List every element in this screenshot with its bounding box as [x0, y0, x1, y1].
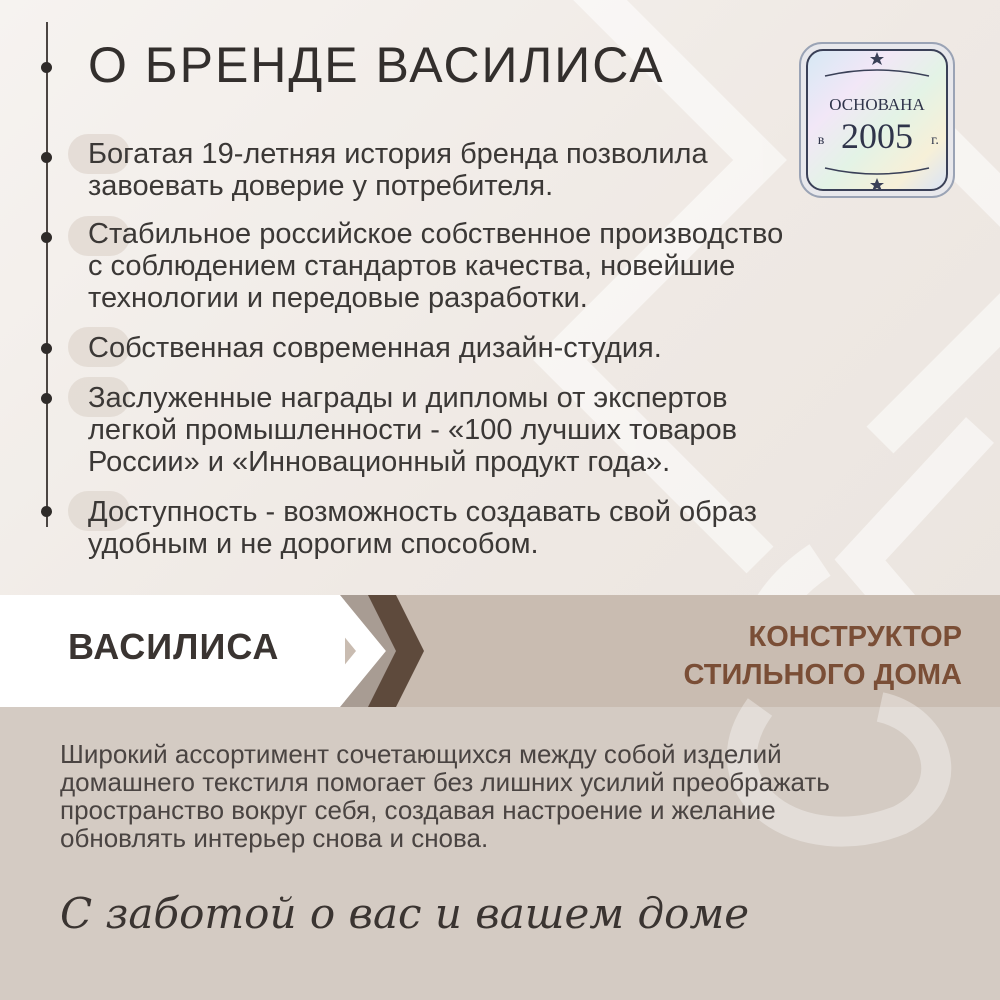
bullet-history: Богатая 19-летняя история бренда позволила завоевать доверие у потребителя.	[88, 138, 708, 202]
badge-year: 2005	[841, 116, 913, 156]
page-title: О БРЕНДЕ ВАСИЛИСА	[88, 37, 665, 93]
bullet-production: Стабильное российское собственное производство с соблюдением стандартов качества, новейшие технологии и передовые разработки.	[88, 218, 784, 314]
bullet-design-studio: Собственная современная дизайн-студия.	[88, 332, 662, 364]
chevron-arrows-icon	[300, 595, 440, 707]
timeline-line	[46, 22, 48, 527]
signature	[60, 870, 750, 950]
description-paragraph: Широкий ассортимент сочетающихся между собой изделий домашнего текстиля помогает без лишних усилий преображать пространство вокруг себя, создавая настроение и желание обновлять интерьер снова и снова.	[60, 739, 830, 853]
title-dot	[41, 62, 52, 73]
brand-slogan: КОНСТРУКТОР СТИЛЬНОГО ДОМА	[683, 621, 962, 691]
badge-founded-label: ОСНОВАНА	[829, 95, 925, 114]
bullet-dot	[41, 506, 52, 517]
bullet-dot	[41, 232, 52, 243]
bullet-dot	[41, 393, 52, 404]
badge-prefix: в	[817, 133, 825, 148]
bullet-accessibility: Доступность - возможность создавать свой образ удобным и не дорогим способом.	[88, 496, 757, 560]
bullet-dot	[41, 152, 52, 163]
badge-suffix: г.	[931, 133, 939, 148]
founded-badge	[797, 40, 957, 200]
brand-name: ВАСИЛИСА	[68, 626, 280, 667]
bullet-awards: Заслуженные награды и дипломы от экспертов легкой промышленности - «100 лучших товаров России» и «Инновационный продукт года».	[88, 382, 738, 478]
signature-text: С заботой о вас и вашем доме	[60, 889, 750, 938]
bullet-dot	[41, 343, 52, 354]
